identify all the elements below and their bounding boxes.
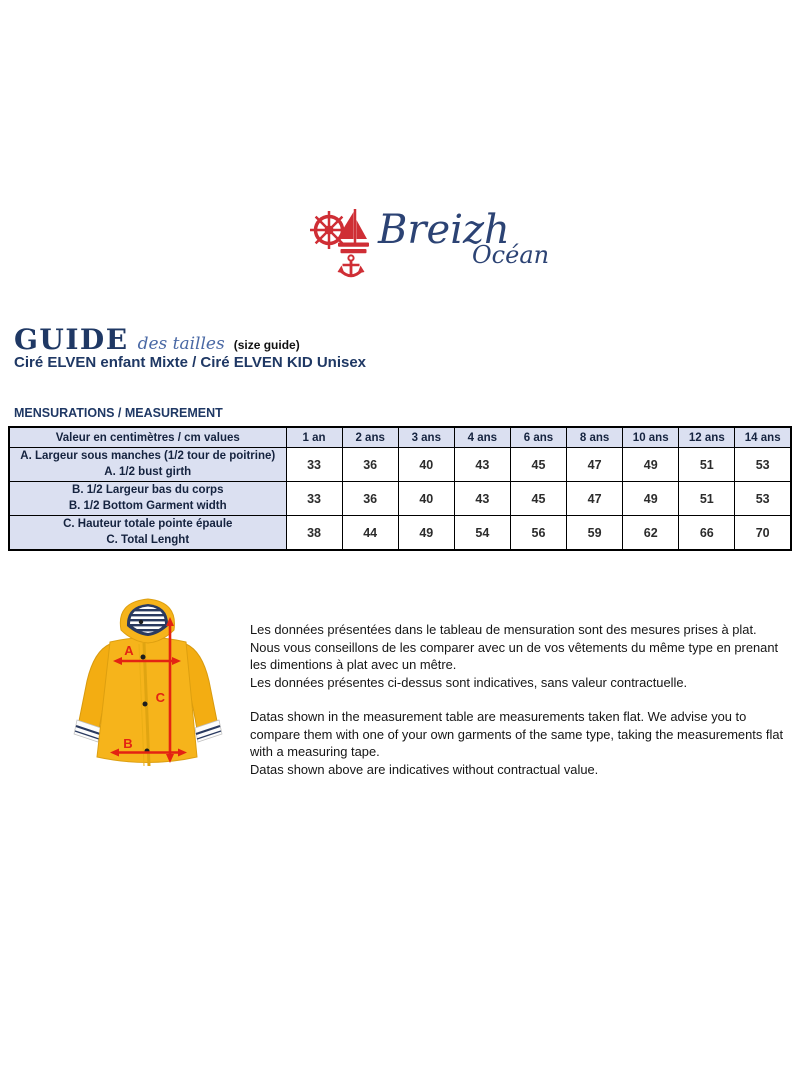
guide-heading <box>14 323 300 356</box>
table-header-size: 10 ans <box>623 427 679 448</box>
product-title: Ciré ELVEN enfant Mixte / Ciré ELVEN KID Unisex <box>14 354 367 371</box>
measurement-value-cell: 56 <box>510 516 566 551</box>
table-header-size: 6 ans <box>510 427 566 448</box>
table-header-size: 12 ans <box>679 427 735 448</box>
guide-subtitle-en: (size guide) <box>233 338 300 352</box>
note-en-2: Datas shown above are indicatives without contractual value. <box>250 761 599 777</box>
measurement-label-b: B <box>123 736 133 751</box>
measurement-value-cell: 44 <box>342 516 398 551</box>
measurement-label-en: C. Total Lenght <box>106 533 190 546</box>
table-header-size: 4 ans <box>454 427 510 448</box>
note-fr-2: Les données présentes ci-dessus sont indicatives, sans valeur contractuelle. <box>250 674 688 690</box>
measurement-value-cell: 49 <box>398 516 454 551</box>
measurement-value-cell: 36 <box>342 482 398 516</box>
measurement-value-cell: 38 <box>286 516 342 551</box>
measurement-value-cell: 59 <box>567 516 623 551</box>
note-fr-1: Les données présentées dans le tableau de mensuration sont des mesures prises à plat. Nous vous conseillons de les comparer avec un de vos vêtements du même type en prenant les dimentions à plat avec un mêtre. <box>250 622 779 672</box>
measurement-value-cell: 45 <box>510 448 566 482</box>
ship-wheel-sailboat-anchor-icon <box>308 205 376 281</box>
table-header-size: 1 an <box>286 427 342 448</box>
measurement-label-a: A <box>124 643 134 658</box>
measurement-value-cell: 51 <box>679 448 735 482</box>
table-header-size: 8 ans <box>567 427 623 448</box>
measurement-label-c: C <box>155 690 165 705</box>
measurement-label-fr: C. Hauteur totale pointe épaule <box>63 517 233 530</box>
measurement-value-cell: 33 <box>286 448 342 482</box>
measurement-value-cell: 53 <box>735 482 791 516</box>
guide-subtitle-fr: des tailles <box>137 334 225 354</box>
measurement-value-cell: 49 <box>623 448 679 482</box>
measurement-table <box>8 426 792 551</box>
note-en-1: Datas shown in the measurement table are measurements taken flat. We advise you to compare them with one of your own garments of the same type, taking the measurements flat with a measuring tape. <box>250 709 784 759</box>
raincoat-measurement-diagram <box>32 589 242 794</box>
table-header-size: 2 ans <box>342 427 398 448</box>
coat-button <box>143 702 148 707</box>
measurement-value-cell: 62 <box>623 516 679 551</box>
measurement-value-cell: 33 <box>286 482 342 516</box>
table-header-values-label: Valeur en centimètres / cm values <box>9 427 286 448</box>
coat-button <box>141 655 146 660</box>
measurement-label-en: A. 1/2 bust girth <box>104 465 192 478</box>
brand-name-part2: Océan <box>472 241 550 269</box>
section-title: MENSURATIONS / MEASUREMENT <box>14 406 223 420</box>
measurement-label-en: B. 1/2 Bottom Garment width <box>68 499 227 512</box>
measurement-value-cell: 36 <box>342 448 398 482</box>
measurement-value-cell: 43 <box>454 448 510 482</box>
guide-title: GUIDE <box>14 323 129 356</box>
measurement-value-cell: 54 <box>454 516 510 551</box>
brand-logo <box>308 205 550 283</box>
table-header-size: 14 ans <box>735 427 791 448</box>
measurement-value-cell: 40 <box>398 482 454 516</box>
measurement-label-fr: B. 1/2 Largeur bas du corps <box>72 483 224 496</box>
measurement-value-cell: 51 <box>679 482 735 516</box>
measurement-value-cell: 49 <box>623 482 679 516</box>
table-row-b <box>9 482 791 516</box>
brand-name-part1: Breizh <box>378 207 510 253</box>
measurement-notes <box>250 621 786 778</box>
measurement-label-cell <box>9 516 286 551</box>
table-row-a <box>9 448 791 482</box>
measurement-value-cell: 47 <box>567 448 623 482</box>
measurement-label-cell <box>9 482 286 516</box>
brand-wordmark <box>376 205 550 283</box>
measurement-value-cell: 70 <box>735 516 791 551</box>
table-header-row <box>9 427 791 448</box>
measurement-value-cell: 66 <box>679 516 735 551</box>
measurement-label-fr: A. Largeur sous manches (1/2 tour de poitrine) <box>20 449 276 462</box>
measurement-value-cell: 40 <box>398 448 454 482</box>
measurement-value-cell: 43 <box>454 482 510 516</box>
measurement-value-cell: 47 <box>567 482 623 516</box>
coat-snap <box>139 620 143 624</box>
measurement-label-cell <box>9 448 286 482</box>
measurement-value-cell: 45 <box>510 482 566 516</box>
table-row-c <box>9 516 791 551</box>
measurement-value-cell: 53 <box>735 448 791 482</box>
table-header-size: 3 ans <box>398 427 454 448</box>
